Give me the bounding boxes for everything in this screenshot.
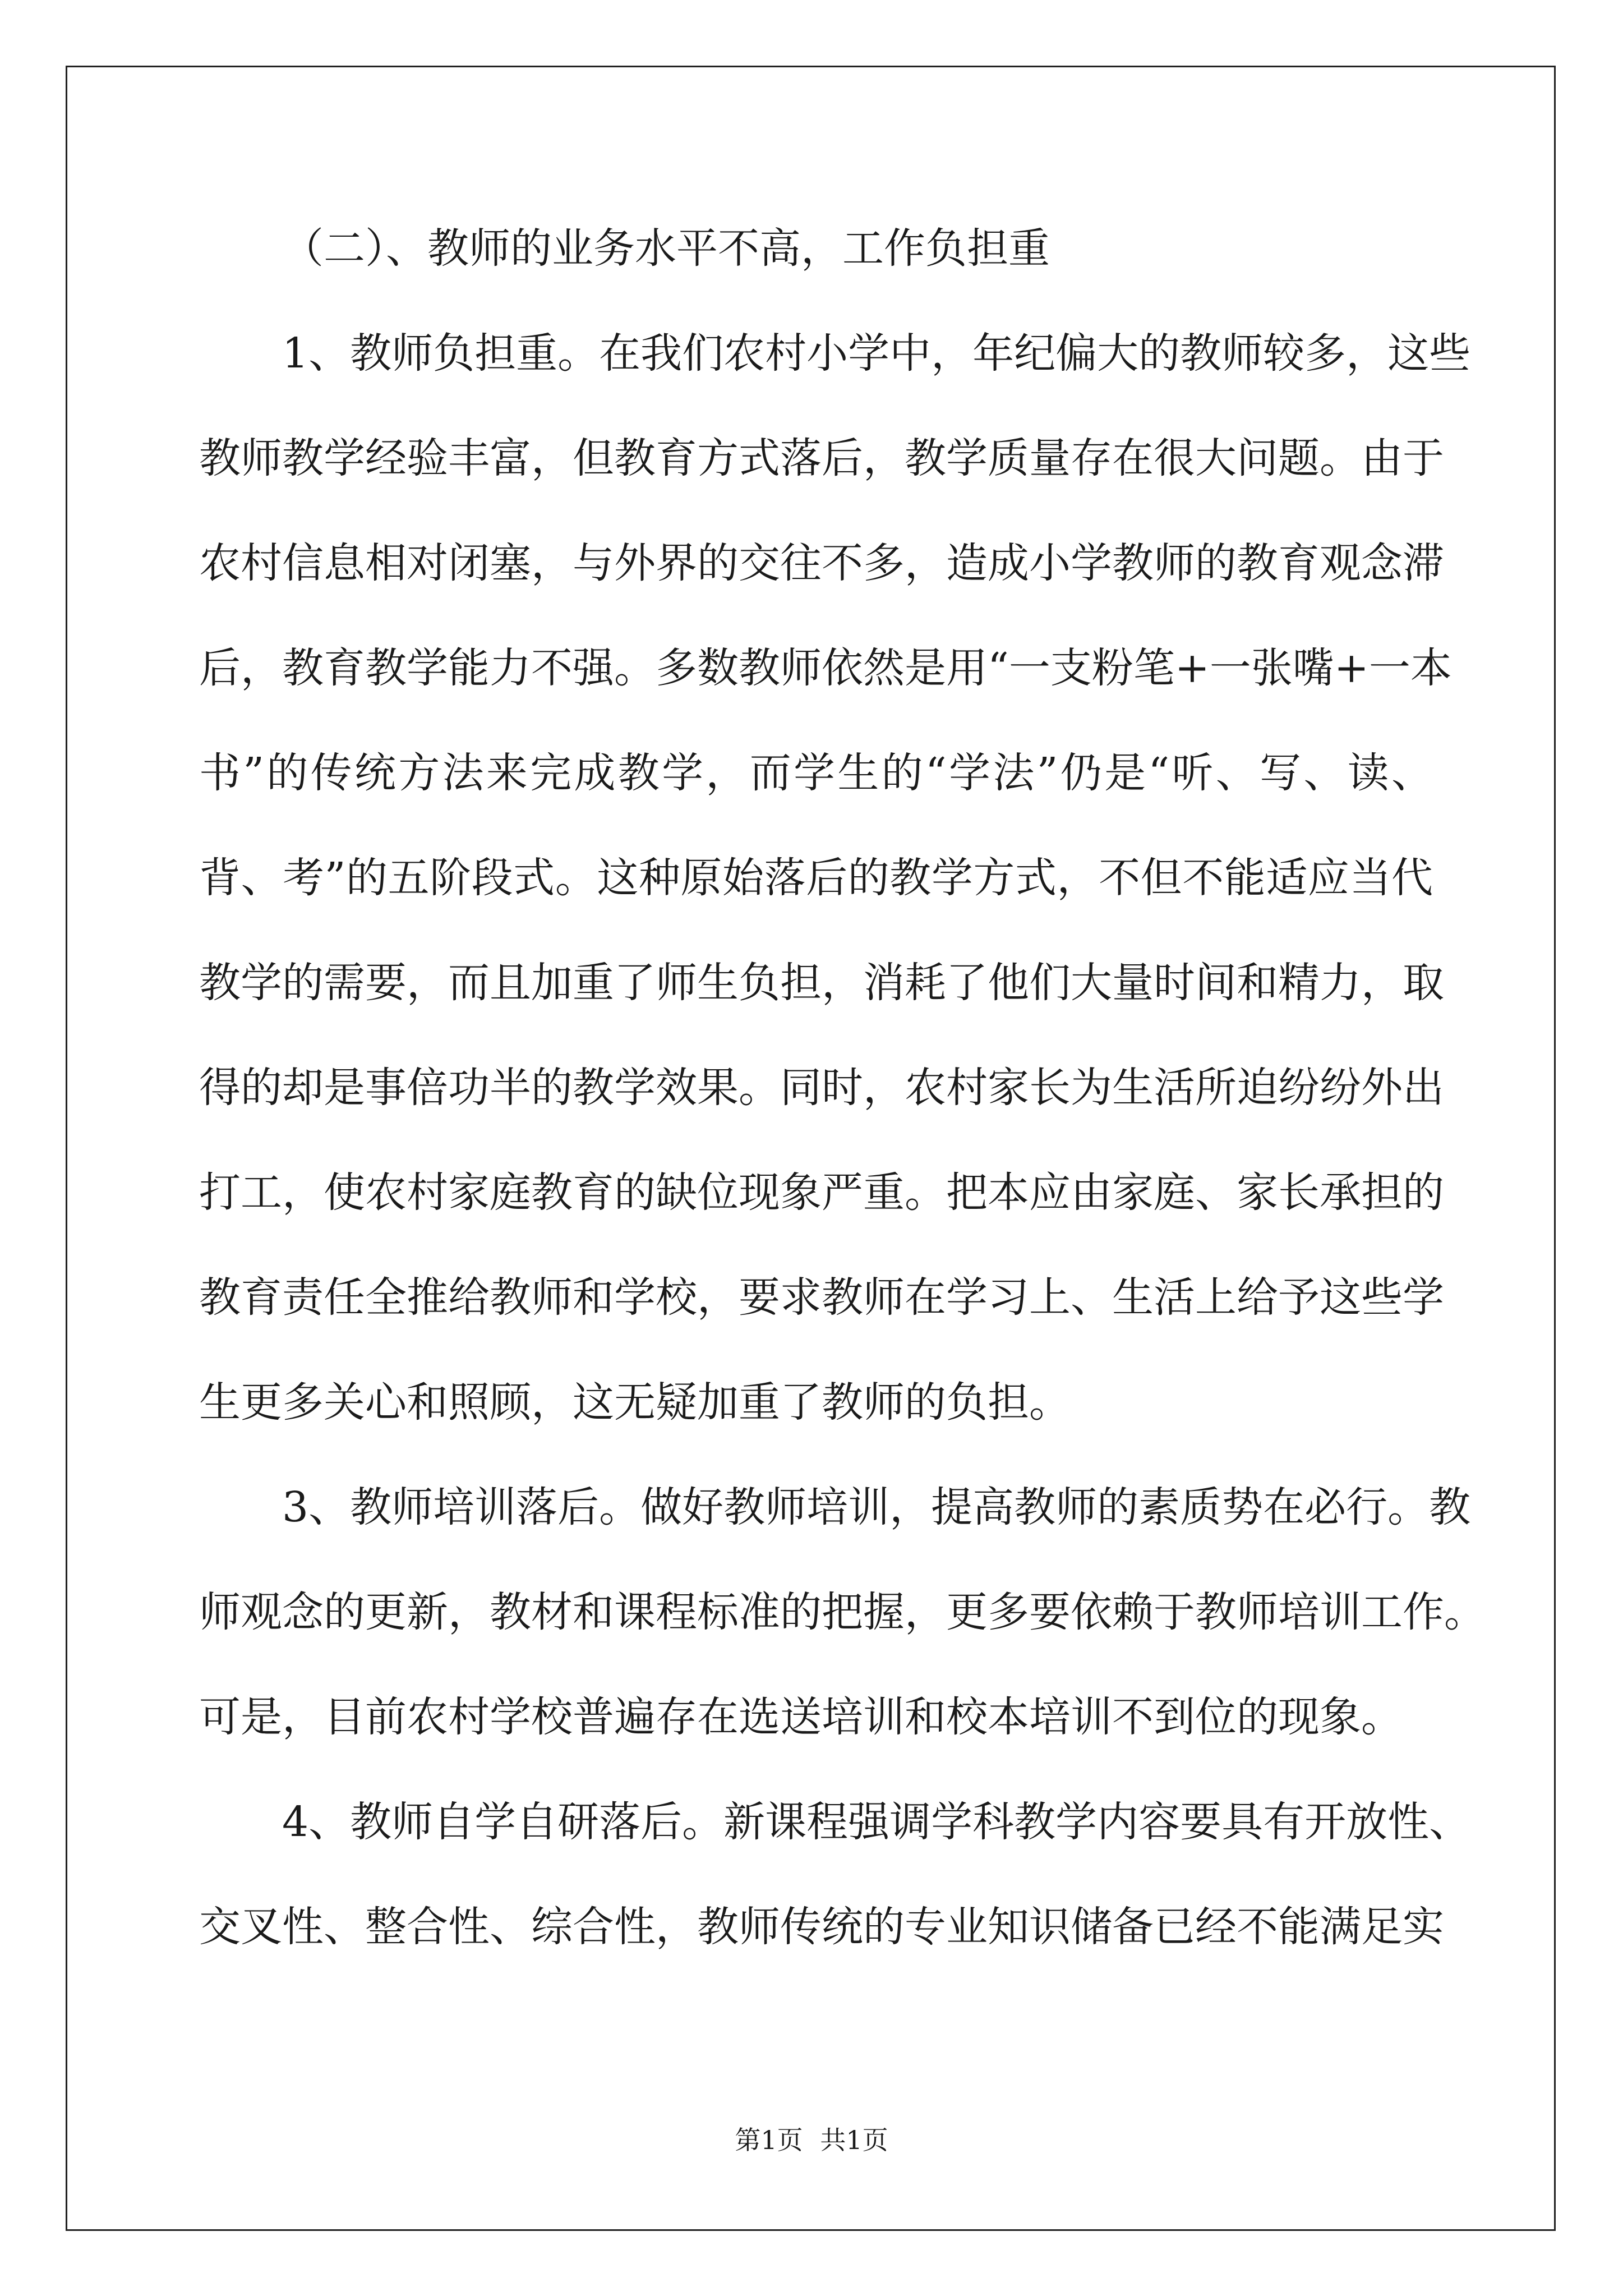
text-line: 打工，使农村家庭教育的缺位现象严重。把本应由家庭、家长承担的 bbox=[199, 1168, 1444, 1217]
text-line: 交叉性、整合性、综合性，教师传统的专业知识储备已经不能满足实 bbox=[199, 1903, 1444, 1951]
text-line: 师观念的更新，教材和课程标准的把握，更多要依赖于教师培训工作。 bbox=[199, 1588, 1486, 1636]
text-line: 教育责任全推给教师和学校，要求教师在学习上、生活上给予这些学 bbox=[199, 1273, 1444, 1322]
text-line: 生更多关心和照顾，这无疑加重了教师的负担。 bbox=[199, 1378, 1071, 1427]
document-body bbox=[199, 218, 1486, 2001]
text-line: 可是，目前农村学校普遍存在选送培训和校本培训不到位的现象。 bbox=[199, 1693, 1403, 1741]
page-footer bbox=[0, 2123, 1623, 2157]
text-line: （二）、教师的业务水平不高，工作负担重 bbox=[282, 224, 1050, 273]
text-line: 得的却是事倍功半的教学效果。同时，农村家长为生活所迫纷纷外出 bbox=[199, 1064, 1444, 1112]
page-number-current: 第1页 bbox=[735, 2125, 803, 2155]
text-line: 4、教师自学自研落后。新课程强调学科教学内容要具有开放性、 bbox=[282, 1798, 1471, 1846]
page-number-total: 共1页 bbox=[820, 2125, 888, 2155]
text-line: 农村信息相对闭塞，与外界的交往不多，造成小学教师的教育观念滞 bbox=[199, 539, 1444, 587]
text-line: 1、教师负担重。在我们农村小学中，年纪偏大的教师较多，这些 bbox=[282, 329, 1471, 378]
text-line: 3、教师培训落后。做好教师培训，提高教师的素质势在必行。教 bbox=[282, 1483, 1471, 1531]
text-line: 书”的传统方法来完成教学，而学生的“学法”仍是“听、写、读、 bbox=[199, 749, 1433, 797]
text-line: 后，教育教学能力不强。多数教师依然是用“一支粉笔+一张嘴+一本 bbox=[199, 644, 1452, 692]
text-line: 背、考”的五阶段式。这种原始落后的教学方式，不但不能适应当代 bbox=[199, 854, 1433, 902]
text-line: 教学的需要，而且加重了师生负担，消耗了他们大量时间和精力，取 bbox=[199, 959, 1444, 1007]
text-line: 教师教学经验丰富，但教育方式落后，教学质量存在很大问题。由于 bbox=[199, 434, 1444, 482]
